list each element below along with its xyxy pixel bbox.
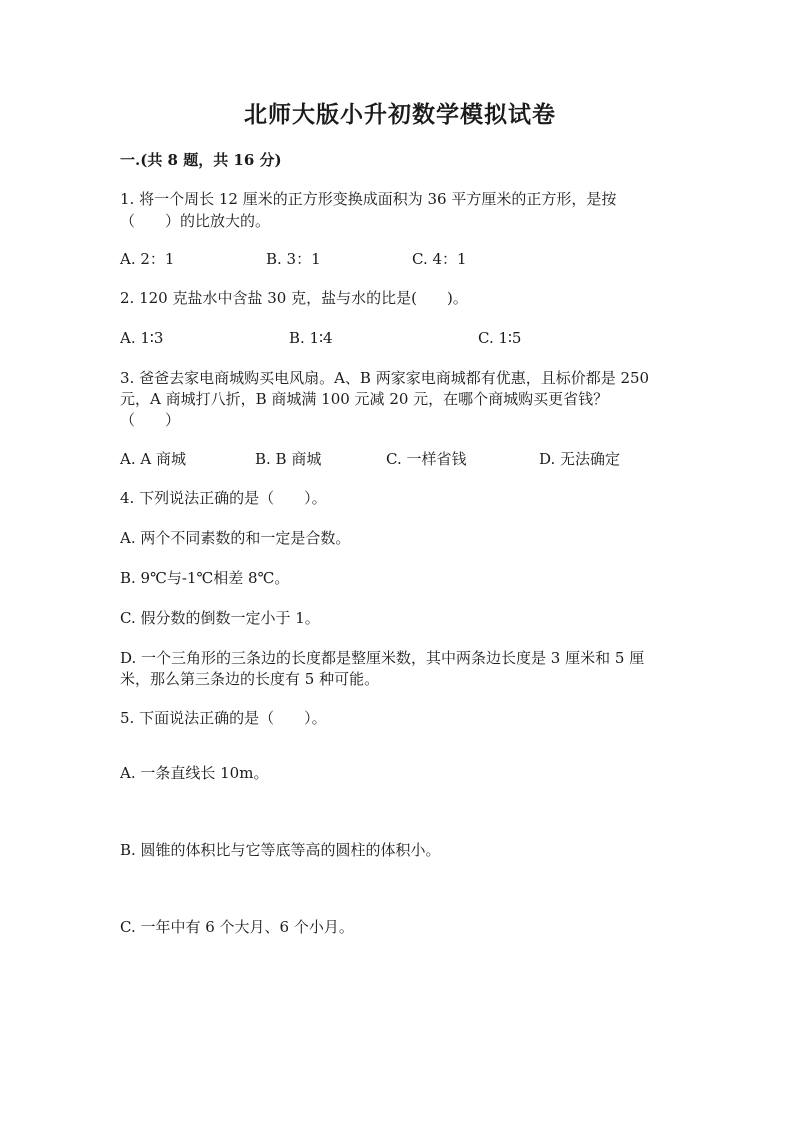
question-4-option-d-line-2: 米，那么第三条边的长度有 5 种可能。: [120, 670, 380, 688]
question-3-line-3: （ ）: [120, 411, 181, 429]
question-4-option-b: B. 9℃与-1℃相差 8℃。: [120, 569, 290, 587]
question-4-line-1: 4. 下列说法正确的是（ ）。: [120, 489, 327, 507]
question-2-option-c: C. 1∶5: [478, 329, 522, 347]
question-3-option-c: C. 一样省钱: [386, 450, 467, 468]
question-4-option-d-line-1: D. 一个三角形的三条边的长度都是整厘米数，其中两条边长度是 3 厘米和 5 厘: [120, 649, 645, 667]
question-1-line-1: 1. 将一个周长 12 厘米的正方形变换成面积为 36 平方厘米的正方形，是按: [120, 190, 617, 208]
question-1-option-c: C. 4：1: [412, 250, 467, 268]
question-4-option-a: A. 两个不同素数的和一定是合数。: [120, 529, 351, 547]
question-5-option-a: A. 一条直线长 10m。: [120, 764, 269, 782]
page-title: 北师大版小升初数学模拟试卷: [244, 101, 556, 128]
question-3-option-d: D. 无法确定: [539, 450, 621, 468]
question-3-option-a: A. A 商城: [120, 450, 186, 468]
question-5-option-c: C. 一年中有 6 个大月、6 个小月。: [120, 918, 354, 936]
question-2-line-1: 2. 120 克盐水中含盐 30 克，盐与水的比是( )。: [120, 289, 468, 307]
question-4-option-c: C. 假分数的倒数一定小于 1。: [120, 609, 320, 627]
question-3-line-1: 3. 爸爸去家电商城购买电风扇。A、B 两家家电商城都有优惠，且标价都是 250: [120, 369, 650, 387]
question-2-option-b: B. 1∶4: [289, 329, 333, 347]
question-3-option-b: B. B 商城: [255, 450, 322, 468]
question-1-option-b: B. 3：1: [266, 250, 321, 268]
question-1-line-2: （ ）的比放大的。: [120, 212, 271, 230]
question-2-option-a: A. 1∶3: [120, 329, 164, 347]
question-1-option-a: A. 2：1: [120, 250, 175, 268]
question-5-option-b: B. 圆锥的体积比与它等底等高的圆柱的体积小。: [120, 841, 441, 859]
question-5-line-1: 5. 下面说法正确的是（ ）。: [120, 709, 327, 727]
section-heading: 一.(共 8 题，共 16 分): [120, 151, 282, 169]
question-3-line-2: 元，A 商城打八折，B 商城满 100 元减 20 元，在哪个商城购买更省钱？: [120, 390, 609, 408]
